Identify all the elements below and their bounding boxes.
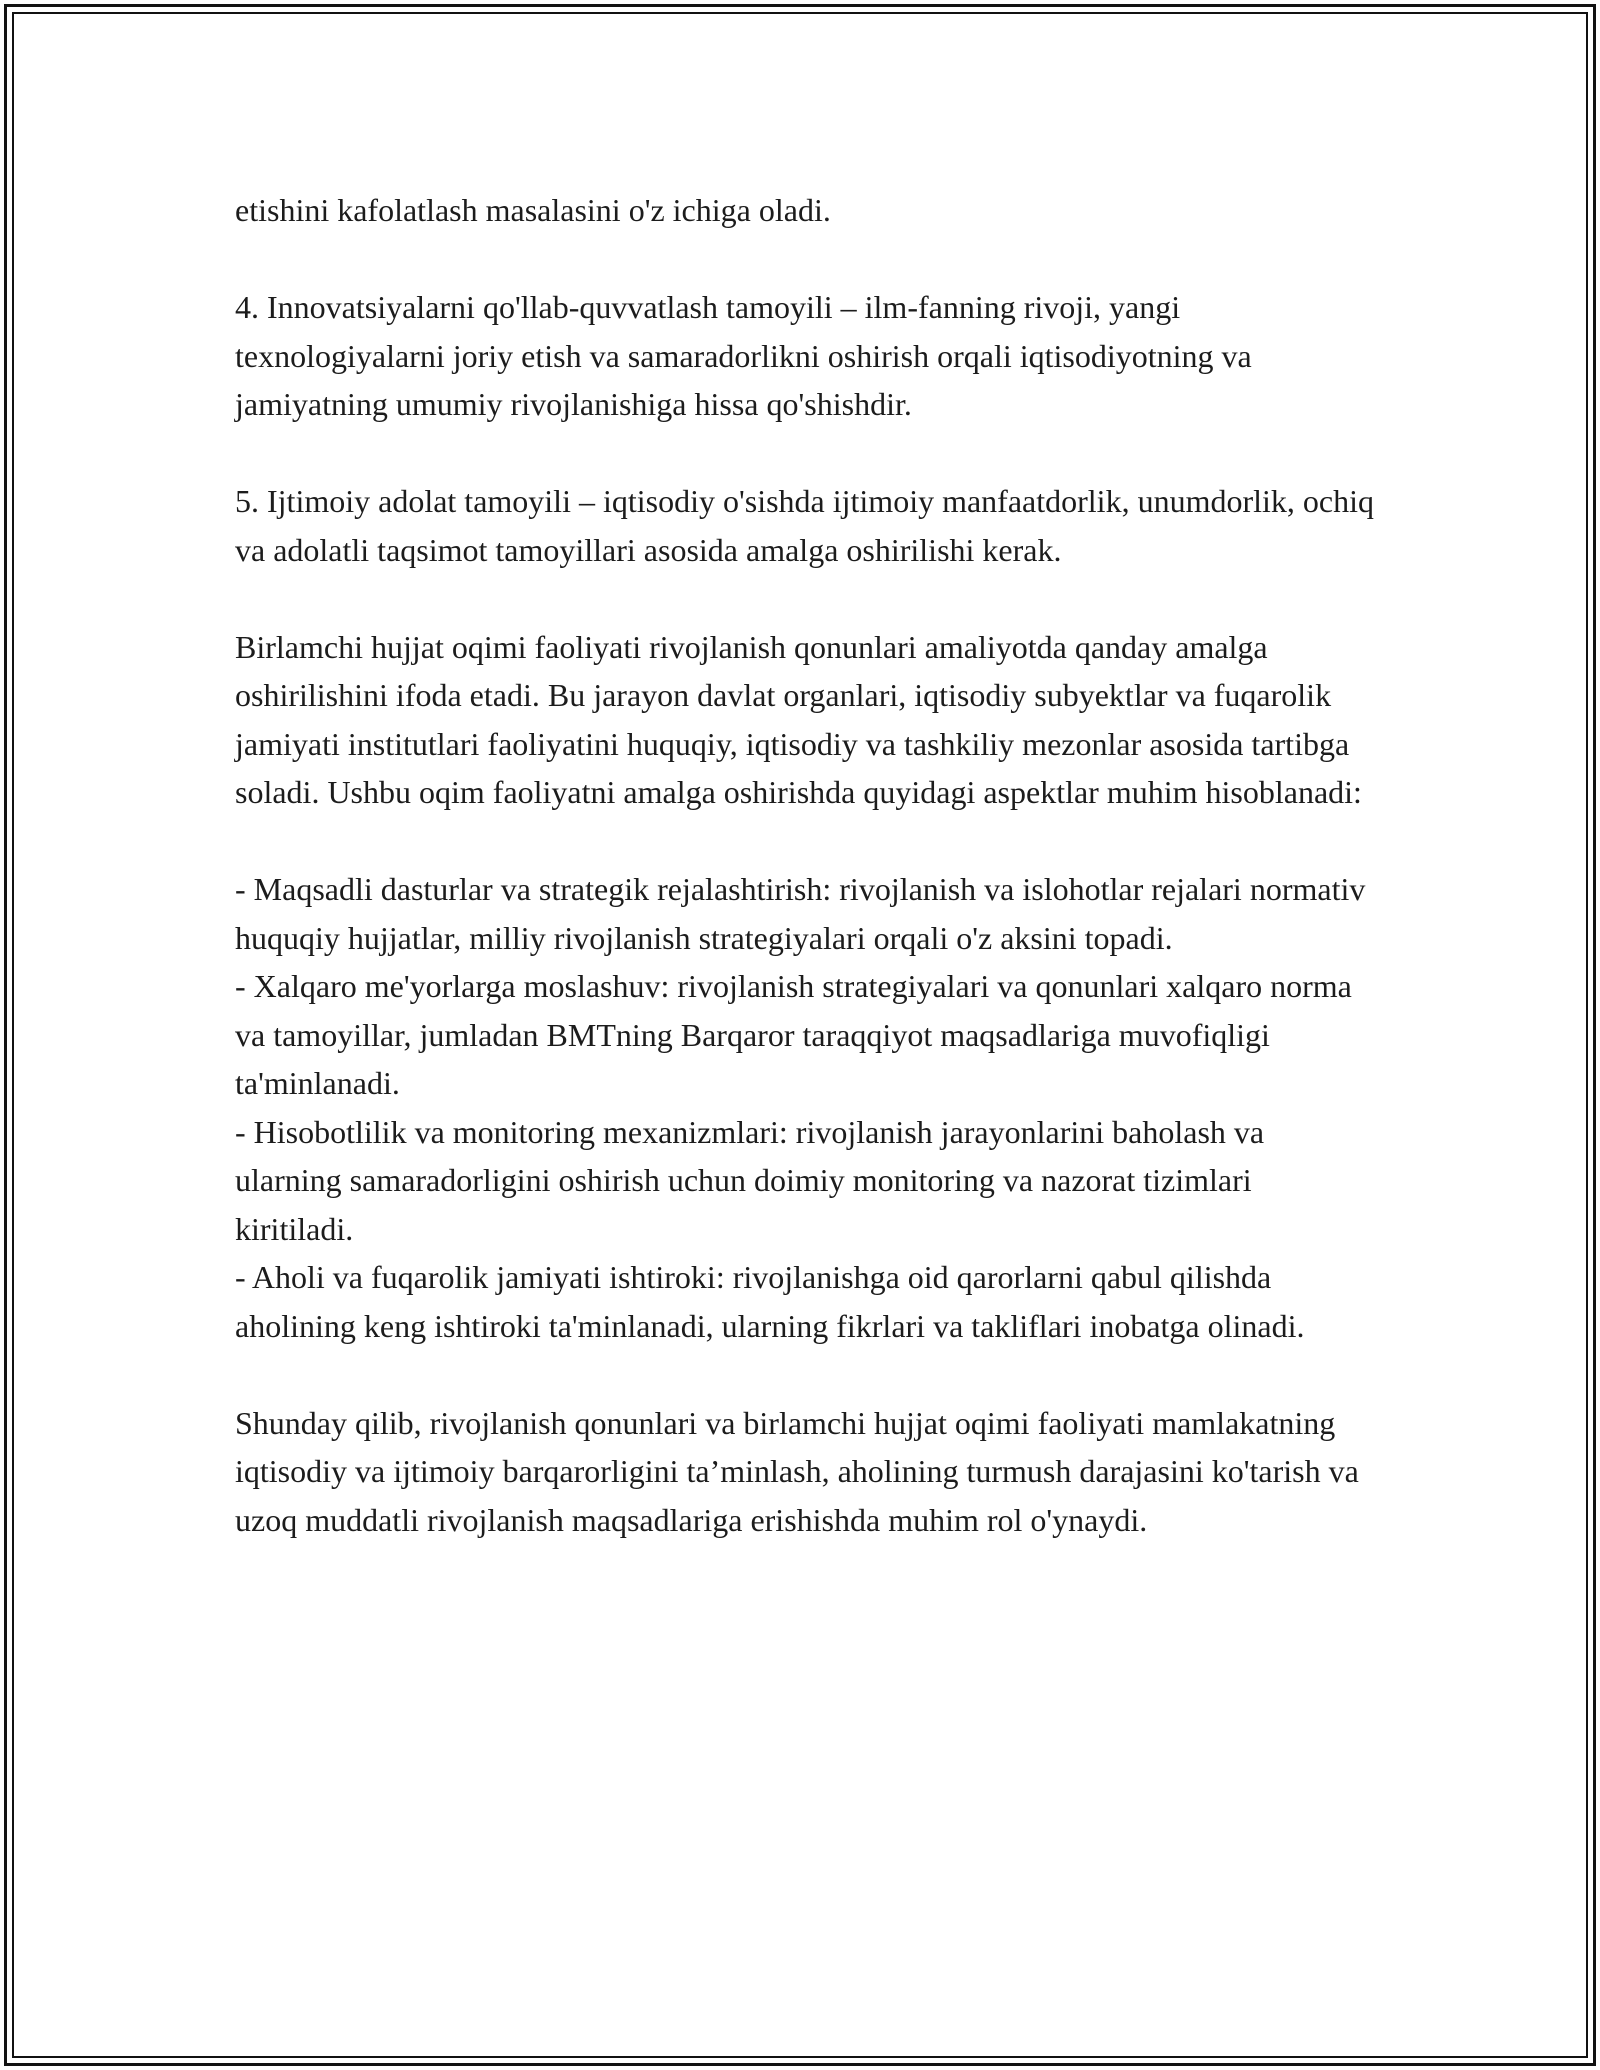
paragraph-gap <box>235 235 1375 284</box>
document-body <box>235 186 1375 1544</box>
paragraph-gap <box>235 1350 1375 1399</box>
paragraph-gap <box>235 574 1375 623</box>
list-item: - Xalqaro me'yorlarga moslashuv: rivojlanish strategiyalari va qonunlari xalqaro norma va tamoyillar, jumladan BMTning Barqaror taraqqiyot maqsadlariga muvofiqligi ta'minlanadi. <box>235 968 1352 1101</box>
paragraph-principle-5: 5. Ijtimoiy adolat tamoyili – iqtisodiy o'sishda ijtimoiy manfaatdorlik, unumdorlik, ochiq va adolatli taqsimot tamoyillari asosida amalga oshirilishi kerak. <box>235 483 1374 568</box>
list-item: - Maqsadli dasturlar va strategik rejalashtirish: rivojlanish va islohotlar rejalari normativ huquqiy hujjatlar, milliy rivojlanish strategiyalari orqali o'z aksini topadi. <box>235 871 1366 956</box>
paragraph-principle-4: 4. Innovatsiyalarni qo'llab-quvvatlash tamoyili – ilm-fanning rivoji, yangi texnologiyalarni joriy etish va samaradorlikni oshirish orqali iqtisodiyotning va jamiyatning umumiy rivojlanishiga hissa qo'shishdir. <box>235 289 1252 422</box>
paragraph-conclusion: Shunday qilib, rivojlanish qonunlari va birlamchi hujjat oqimi faoliyati mamlakatning iqtisodiy va ijtimoiy barqarorligini ta’minlash, aholining turmush darajasini ko'tarish va uzoq muddatli rivojlanish maqsadlariga erishishda muhim rol o'ynaydi. <box>235 1404 1359 1538</box>
paragraph-continuation: etishini kafolatlash masalasini o'z ichiga oladi. <box>235 192 831 228</box>
list-item: - Hisobotlilik va monitoring mexanizmlari: rivojlanish jarayonlarini baholash va ularning samaradorligini oshirish uchun doimiy monitoring va nazorat tizimlari kiritiladi. <box>235 1113 1265 1247</box>
aspects-list <box>235 865 1375 1350</box>
list-item: - Aholi va fuqarolik jamiyati ishtiroki: rivojlanishga oid qarorlarni qabul qilishda aholining keng ishtiroki ta'minlanadi, ularning fikrlari va takliflari inobatga olinadi. <box>235 1259 1305 1344</box>
paragraph-gap <box>235 817 1375 866</box>
paragraph-gap <box>235 429 1375 478</box>
paragraph-document-flow: Birlamchi hujjat oqimi faoliyati rivojlanish qonunlari amaliyotda qanday amalga oshirilishini ifoda etadi. Bu jarayon davlat organlari, iqtisodiy subyektlar va fuqarolik jamiyati institutlari faoliyatini huquqiy, iqtisodiy va tashkiliy mezonlar asosida tartibga soladi. Ushbu oqim faoliyatni amalga oshirishda quyidagi aspektlar muhim hisoblanadi: <box>235 628 1362 810</box>
